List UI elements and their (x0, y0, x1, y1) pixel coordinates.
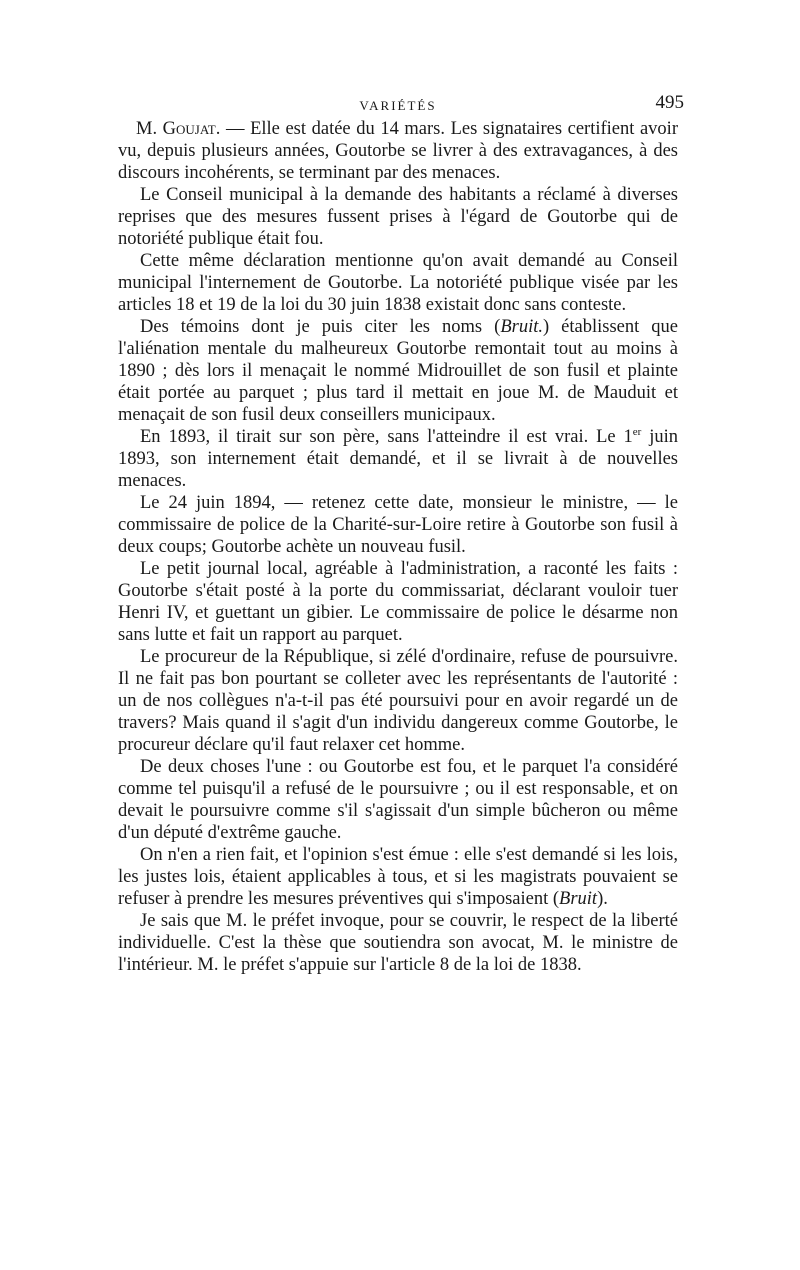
document-page (118, 92, 684, 976)
running-title: VARIÉTÉS (359, 98, 437, 113)
paragraph-5 (118, 426, 678, 492)
paragraph-text: — Elle est datée du 14 mars. Les signataires certifient avoir vu, depuis plusieurs années, Goutorbe se livrer à des extravagances, à des discours incohérents, se terminant par des menaces. (118, 119, 678, 183)
body-text (118, 118, 678, 976)
paragraph-text: ) établissent que l'aliénation mentale du malheureux Goutorbe remontait tout au moins à 1890 ; dès lors il menaçait le nommé Midrouillet de son fusil et plainte était portée au parquet ; plus tard il mettait en joue M. de Mauduit et menaçait de son fusil deux conseillers municipaux. (118, 317, 678, 425)
running-head (118, 92, 684, 118)
paragraph-9: De deux choses l'une : ou Goutorbe est fou, et le parquet l'a considéré comme tel puisqu'il a refusé de le poursuivre ; ou il est responsable, et on devait le poursuivre comme s'il s'agissait d'un simple bûcheron ou même d'un député d'extrême gauche. (118, 757, 678, 843)
paragraph-6: Le 24 juin 1894, — retenez cette date, monsieur le ministre, — le commissaire de police de la Charité-sur-Loire retire à Goutorbe son fusil à deux coups; Goutorbe achète un nouveau fusil. (118, 493, 678, 557)
paragraph-text: juin 1893, son internement était demandé, et il se livrait à de nouvelles menaces. (118, 427, 678, 491)
paragraph-text: On n'en a rien fait, et l'opinion s'est émue : elle s'est demandé si les lois, les justes lois, étaient applicables à tous, et si les magistrats pouvaient se refuser à prendre les mesures préventives qui s'imposaient ( (118, 845, 678, 909)
page-number: 495 (655, 92, 684, 113)
paragraph-1 (118, 118, 678, 184)
paragraph-8: Le procureur de la République, si zélé d'ordinaire, refuse de poursuivre. Il ne fait pas bon pourtant se colleter avec les représentants de l'autorité : un de nos collègues n'a-t-il pas été poursuivi pour en avoir regardé un de travers? Mais quand il s'agit d'un individu dangereux comme Goutorbe, le procureur déclare qu'il faut relaxer cet homme. (118, 647, 678, 755)
paragraph-text: ). (597, 889, 608, 909)
interjection: Bruit. (500, 317, 543, 337)
paragraph-text: En 1893, il tirait sur son père, sans l'atteindre il est vrai. Le 1 (140, 427, 633, 447)
interjection: Bruit (559, 889, 598, 909)
speaker-name: M. Goujat. (136, 119, 221, 139)
paragraph-3: Cette même déclaration mentionne qu'on avait demandé au Conseil municipal l'internement de Goutorbe. La notoriété publique visée par les articles 18 et 19 de la loi du 30 juin 1838 existait donc sans conteste. (118, 251, 678, 315)
paragraph-text: Des témoins dont je puis citer les noms ( (140, 317, 501, 337)
paragraph-4 (118, 316, 678, 426)
paragraph-11: Je sais que M. le préfet invoque, pour se couvrir, le respect de la liberté individuelle. C'est la thèse que soutiendra son avocat, M. le ministre de l'intérieur. M. le préfet s'appuie sur l'article 8 de la loi de 1838. (118, 911, 678, 975)
paragraph-2: Le Conseil municipal à la demande des habitants a réclamé à diverses reprises que des mesures fussent prises à l'égard de Goutorbe qui de notoriété publique était fou. (118, 185, 678, 249)
paragraph-10 (118, 844, 678, 910)
ordinal-superscript: er (632, 425, 642, 438)
paragraph-7: Le petit journal local, agréable à l'administration, a raconté les faits : Goutorbe s'était posté à la porte du commissariat, déclarant vouloir tuer Henri IV, et guettant un gibier. Le commissaire de police le désarme non sans lutte et fait un rapport au parquet. (118, 559, 678, 645)
